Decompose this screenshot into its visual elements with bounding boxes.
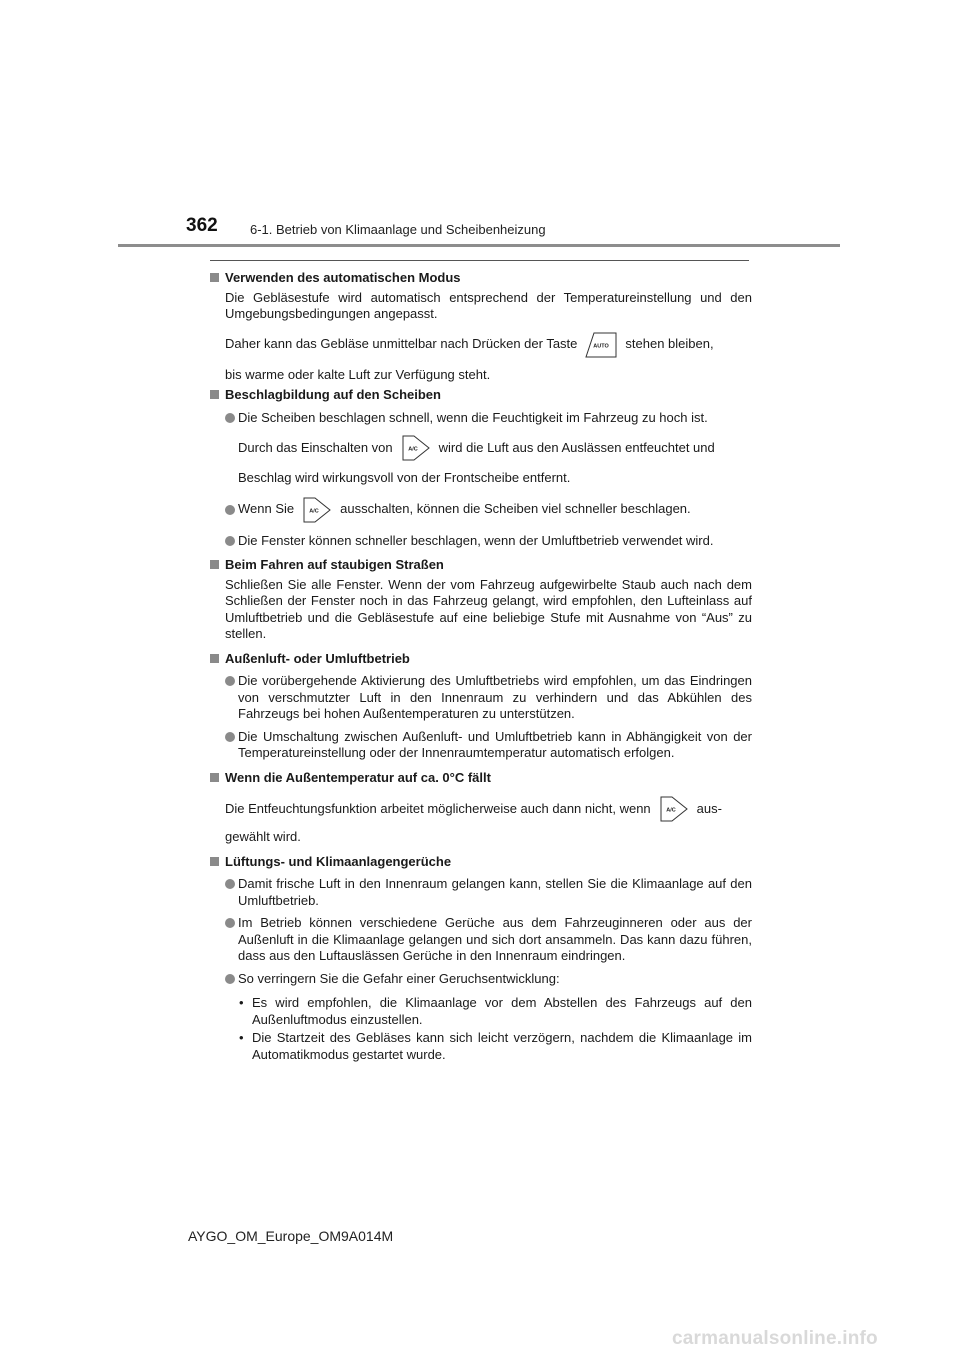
section-title: 6-1. Betrieb von Klimaanlage und Scheibenheizung: [250, 222, 546, 237]
auto-button-icon: [585, 332, 617, 358]
text-fragment: Im Betrieb können verschiedene Gerüche aus dem Fahrzeuginneren oder aus der Außenluft in die Klimaanlage gelangen und sich dort ansammeln. Das kann dazu führen, dass aus den Luftauslässen Gerüche in den Innenraum eindringen.: [238, 915, 752, 963]
square-bullet-icon: [210, 857, 219, 866]
sub-list-item: [210, 995, 752, 1028]
page-number: 362: [186, 215, 218, 236]
heading-text: Beim Fahren auf staubigen Straßen: [225, 557, 444, 572]
watermark: carmanualsonline.info: [672, 1328, 878, 1349]
ac-button-label: A/C: [665, 807, 676, 814]
square-bullet-icon: [210, 773, 219, 782]
text-fragment: Es wird empfohlen, die Klimaanlage vor dem Abstellen des Fahrzeugs auf den Außenluftmodus einzustellen.: [252, 995, 752, 1027]
list-item: [210, 533, 752, 550]
sub-bullet-mark: •: [239, 1030, 244, 1045]
text-fragment: aus-: [696, 800, 722, 816]
list-item: [210, 971, 752, 988]
text-fragment: So verringern Sie die Gefahr einer Geruchsentwicklung:: [238, 970, 560, 986]
heading-low-temperature: [210, 770, 752, 787]
text-fragment: ausschalten, können die Scheiben viel schneller beschlagen.: [340, 501, 691, 517]
heading-fogging: [210, 387, 752, 404]
text-fragment: Die vorübergehende Aktivierung des Umluftbetriebs wird empfohlen, um das Eindringen von verschmutzter Luft in den Innenraum zu verhindern und das Abkühlen des Fahrzeugs bei hohen Außentemperaturen zu unterstützen.: [238, 673, 752, 721]
round-bullet-icon: [225, 505, 235, 515]
auto-button-label: AUTO: [593, 343, 610, 349]
text-fragment: Durch das Einschalten von: [238, 439, 393, 455]
ac-button-icon: [401, 435, 431, 461]
ac-button-label: A/C: [309, 508, 319, 514]
list-item: [210, 673, 752, 723]
heading-auto-mode: [210, 270, 752, 287]
heading-air-mode: [210, 651, 752, 668]
square-bullet-icon: [210, 654, 219, 663]
text-fragment: Die Entfeuchtungsfunktion arbeitet möglicherweise auch dann nicht, wenn: [225, 800, 651, 816]
square-bullet-icon: [210, 390, 219, 399]
document-code: AYGO_OM_Europe_OM9A014M: [188, 1228, 394, 1244]
round-bullet-icon: [225, 879, 235, 889]
paragraph: bis warme oder kalte Luft zur Verfügung steht.: [225, 366, 491, 382]
round-bullet-icon: [225, 536, 235, 546]
round-bullet-icon: [225, 974, 235, 984]
text-fragment: stehen bleiben,: [625, 336, 714, 352]
list-item: [210, 497, 752, 523]
paragraph: Schließen Sie alle Fenster. Wenn der vom Fahrzeug aufgewirbelte Staub auch nach dem Schließen der Fenster noch in das Fahrzeug gelangt, wird empfohlen, den Lufteinlass auf Umluftbetrieb und die Gebläsestufe auf eine beliebige Stufe mit Ausnahme von “Aus” zu stellen.: [225, 576, 752, 641]
heading-text: Außenluft- oder Umluftbetrieb: [225, 650, 410, 666]
text-line: Beschlag wird wirkungsvoll von der Frontscheibe entfernt.: [238, 470, 571, 485]
header-rule: [118, 244, 840, 247]
round-bullet-icon: [225, 918, 235, 928]
sub-list-item: [210, 1030, 752, 1063]
thin-rule: [210, 260, 749, 261]
paragraph: Die Gebläsestufe wird automatisch entsprechend der Temperatureinstellung und den Umgebungsbedingungen angepasst.: [225, 289, 752, 321]
list-item: [210, 915, 752, 965]
text-fragment: Die Umschaltung zwischen Außenluft- und Umluftbetrieb kann in Abhängigkeit von der Temperatureinstellung oder der Innenraumtemperatur automatisch erfolgen.: [238, 728, 752, 760]
text-fragment: Damit frische Luft in den Innenraum gelangen kann, stellen Sie die Klimaanlage auf den Umluftbetrieb.: [238, 876, 752, 908]
text-fragment: wird die Luft aus den Auslässen entfeuchtet und: [438, 439, 715, 455]
round-bullet-icon: [225, 732, 235, 742]
content: [210, 270, 752, 1063]
list-item: [210, 729, 752, 762]
sub-bullet-mark: •: [239, 995, 244, 1010]
square-bullet-icon: [210, 273, 219, 282]
ac-button-icon: [659, 796, 689, 822]
ac-button-icon: [302, 497, 332, 523]
square-bullet-icon: [210, 560, 219, 569]
text-fragment: Daher kann das Gebläse unmittelbar nach Drücken der Taste: [225, 336, 578, 352]
text-line: Die Scheiben beschlagen schnell, wenn die Feuchtigkeit im Fahrzeug zu hoch ist.: [238, 409, 708, 425]
round-bullet-icon: [225, 676, 235, 686]
text-fragment: Die Startzeit des Gebläses kann sich leicht verzögern, nachdem die Klimaanlage im Automatikmodus gestartet wurde.: [252, 1030, 752, 1062]
heading-odors: [210, 854, 752, 871]
heading-dusty-roads: [210, 557, 752, 574]
heading-text: Wenn die Außentemperatur auf ca. 0°C fällt: [225, 769, 491, 785]
heading-text: Lüftungs- und Klimaanlagengerüche: [225, 853, 452, 869]
round-bullet-icon: [225, 413, 235, 423]
heading-text: Beschlagbildung auf den Scheiben: [225, 387, 441, 402]
heading-text: Verwenden des automatischen Modus: [225, 270, 461, 285]
text-fragment: Die Fenster können schneller beschlagen, wenn der Umluftbetrieb verwendet wird.: [238, 532, 714, 548]
paragraph-with-button: [210, 332, 752, 358]
ac-button-label: A/C: [407, 446, 418, 453]
list-item: [210, 876, 752, 909]
line-with-button: [238, 435, 752, 461]
paragraph: gewählt wird.: [225, 829, 301, 844]
paragraph-with-button: [210, 796, 752, 822]
list-item: [210, 410, 752, 487]
text-fragment: Wenn Sie: [238, 501, 295, 517]
